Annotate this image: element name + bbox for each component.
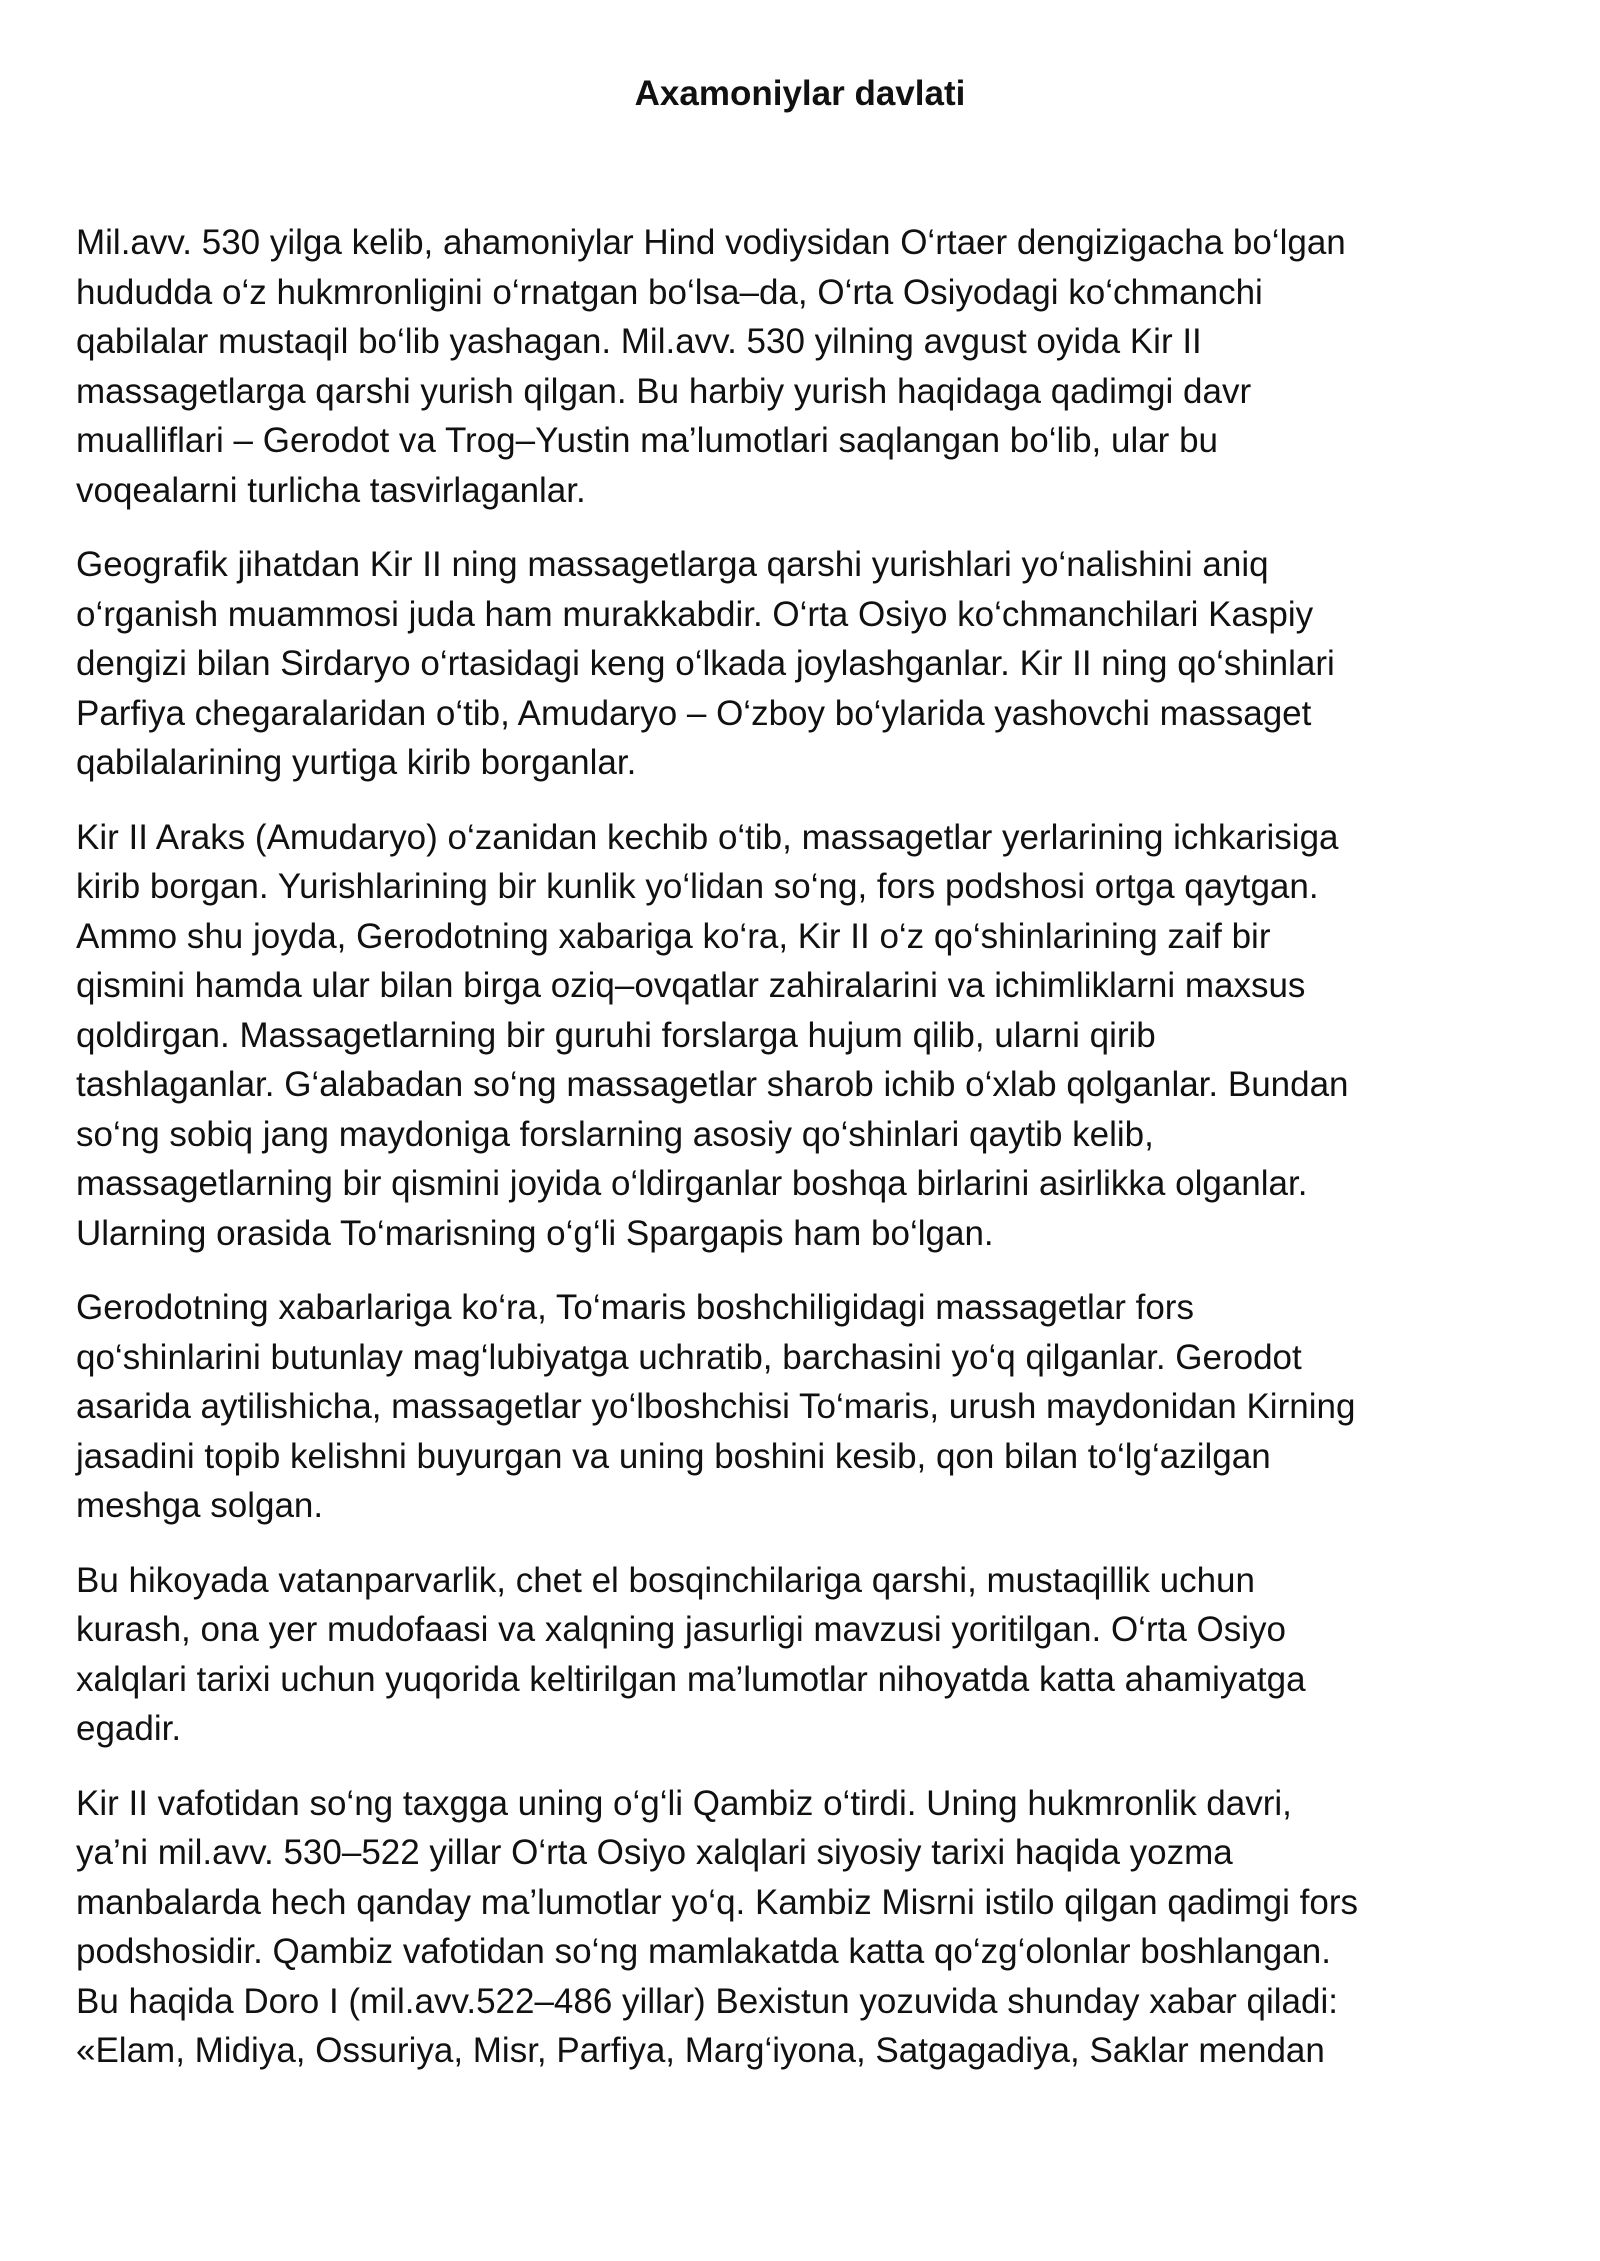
paragraph [76, 1556, 1536, 1754]
paragraph-line: so‘ng sobiq jang maydoniga forslarning asosiy qo‘shinlari qaytib kelib, [76, 1114, 1154, 1154]
paragraph [76, 1779, 1536, 2076]
paragraph-line: Geografik jihatdan Kir II ning massagetlarga qarshi yurishlari yo‘nalishini aniq [76, 545, 1269, 584]
paragraph-line: qoldirgan. Massagetlarning bir guruhi forslarga hujum qilib, ularni qirib [76, 1015, 1156, 1055]
paragraph-line: mualliflari – Gerodot va Trog–Yustin ma’lumotlari saqlangan bo‘lib, ular bu [76, 421, 1218, 460]
paragraph-line: xalqlari tarixi uchun yuqorida keltirilgan ma’lumotlar nihoyatda katta ahamiyatga [76, 1659, 1306, 1699]
document-title: Axamoniylar davlati [634, 74, 966, 113]
paragraph-line: jasadini topib kelishni buyurgan va uning boshini kesib, qon bilan to‘lg‘azilgan [76, 1436, 1271, 1476]
paragraph-line: tashlaganlar. G‘alabadan so‘ng massagetlar sharob ichib o‘xlab qolganlar. Bundan [76, 1065, 1349, 1104]
paragraph-line: hududda o‘z hukmronligini o‘rnatgan bo‘lsa–da, O‘rta Osiyodagi ko‘chmanchi [76, 272, 1263, 312]
paragraph-line: kirib borgan. Yurishlarining bir kunlik yo‘lidan so‘ng, fors podshosi ortga qaytgan. [76, 867, 1319, 906]
paragraph-line: massagetlarga qarshi yurish qilgan. Bu harbiy yurish haqidaga qadimgi davr [76, 371, 1252, 411]
paragraph [76, 218, 1536, 515]
paragraph-line: meshga solgan. [76, 1486, 324, 1525]
paragraph [76, 540, 1536, 788]
paragraph-line: Kir II vafotidan so‘ng taxgga uning o‘g‘li Qambiz o‘tirdi. Uning hukmronlik davri, [76, 1783, 1292, 1823]
paragraph-line: qo‘shinlarini butunlay mag‘lubiyatga uchratib, barchasini yo‘q qilganlar. Gerodot [76, 1337, 1302, 1377]
paragraph-line: asarida aytilishicha, massagetlar yo‘lboshchisi To‘maris, urush maydonidan Kirning [76, 1387, 1356, 1426]
paragraph-line: podshosidir. Qambiz vafotidan so‘ng mamlakatda katta qo‘zg‘olonlar boshlangan. [76, 1932, 1331, 1971]
paragraph-line: qismini hamda ular bilan birga oziq–ovqatlar zahiralarini va ichimliklarni maxsus [76, 966, 1306, 1005]
paragraph-line: Gerodotning xabarlariga ko‘ra, To‘maris boshchiligidagi massagetlar fors [76, 1288, 1194, 1327]
paragraph-line: Ammo shu joyda, Gerodotning xabariga ko‘ra, Kir II o‘z qo‘shinlarining zaif bir [76, 916, 1271, 956]
paragraph-line: Bu hikoyada vatanparvarlik, chet el bosqinchilariga qarshi, mustaqillik uchun [76, 1560, 1255, 1600]
paragraph-line: kurash, ona yer mudofaasi va xalqning jasurligi mavzusi yoritilgan. O‘rta Osiyo [76, 1610, 1286, 1649]
paragraph-line: ya’ni mil.avv. 530–522 yillar O‘rta Osiyo xalqlari siyosiy tarixi haqida yozma [76, 1833, 1233, 1872]
paragraph-line: Bu haqida Doro I (mil.avv.522–486 yillar) Bexistun yozuvida shunday xabar qiladi: [76, 1981, 1338, 2021]
paragraph [76, 1283, 1536, 1531]
paragraph-line: egadir. [76, 1709, 182, 1748]
document-body [76, 218, 1536, 2101]
paragraph-line: Parfiya chegaralaridan o‘tib, Amudaryo – O‘zboy bo‘ylarida yashovchi massaget [76, 693, 1312, 733]
paragraph-line: Mil.avv. 530 yilga kelib, ahamoniylar Hind vodiysidan O‘rtaer dengizigacha bo‘lgan [76, 223, 1346, 262]
paragraph-line: massagetlarning bir qismini joyida o‘ldirganlar boshqa birlarini asirlikka olganlar. [76, 1164, 1308, 1203]
paragraph-line: Kir II Araks (Amudaryo) o‘zanidan kechib o‘tib, massagetlar yerlarining ichkarisiga [76, 817, 1339, 857]
paragraph-line: «Elam, Midiya, Ossuriya, Misr, Parfiya, Marg‘iyona, Satgagadiya, Saklar mendan [76, 2031, 1325, 2070]
paragraph [76, 813, 1536, 1259]
paragraph-line: Ularning orasida To‘marisning o‘g‘li Spargapis ham bo‘lgan. [76, 1213, 994, 1253]
paragraph-line: manbalarda hech qanday ma’lumotlar yo‘q. Kambiz Misrni istilo qilgan qadimgi fors [76, 1882, 1358, 1922]
paragraph-line: qabilalar mustaqil bo‘lib yashagan. Mil.avv. 530 yilning avgust oyida Kir II [76, 322, 1202, 361]
paragraph-line: voqealarni turlicha tasvirlaganlar. [76, 470, 586, 510]
paragraph-line: dengizi bilan Sirdaryo o‘rtasidagi keng o‘lkada joylashganlar. Kir II ning qo‘shinlari [76, 644, 1335, 683]
paragraph-line: o‘rganish muammosi juda ham murakkabdir. O‘rta Osiyo ko‘chmanchilari Kaspiy [76, 594, 1314, 634]
paragraph-line: qabilalarining yurtiga kirib borganlar. [76, 743, 637, 782]
